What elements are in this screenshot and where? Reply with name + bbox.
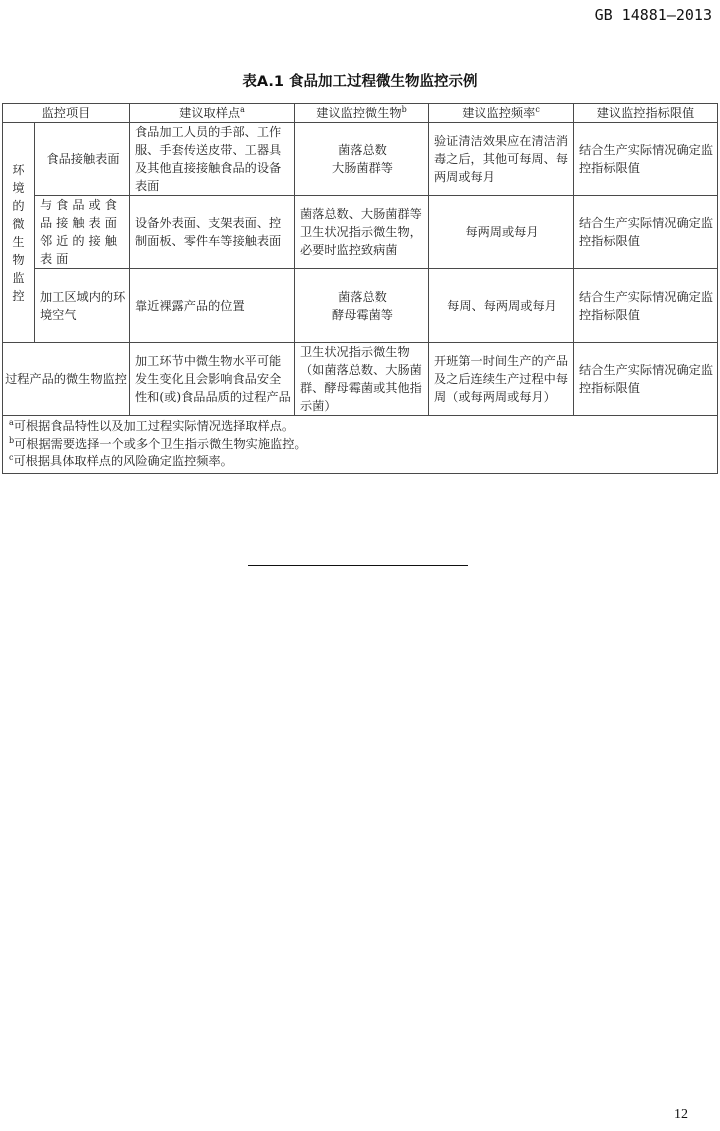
table-title: 表A.1 食品加工过程微生物监控示例	[242, 74, 478, 90]
monitoring-frequency: 验证清洁效果应在清洁消毒之后，其他可每周、每两周或每月	[429, 123, 574, 196]
indicator-limit: 结合生产实际情况确定监控指标限值	[574, 343, 718, 416]
footnote: $^b$可根据需要选择一个或多个卫生指示微生物实施监控。	[9, 435, 307, 451]
environment-group-label: 环 境 的 微 生 物 监 控	[3, 123, 35, 343]
indicator-limit: 结合生产实际情况确定监控指标限值	[574, 123, 718, 196]
monitoring-frequency: 每周、每两周或每月	[429, 269, 574, 343]
column-header: 建议监控指标限值	[574, 104, 718, 123]
footnote: $^c$可根据具体取样点的风险确定监控频率。	[9, 452, 233, 468]
sampling-point: 靠近裸露产品的位置	[130, 269, 295, 343]
page-number: 12	[674, 1107, 688, 1122]
indicator-limit: 结合生产实际情况确定监控指标限值	[574, 196, 718, 269]
monitoring-item: 与食品或食品接触表面邻近的接触表面	[35, 196, 130, 269]
suggested-microbes: 卫生状况指示微生物（如菌落总数、大肠菌群、酵母霉菌或其他指示菌）	[295, 343, 429, 416]
sampling-point: 设备外表面、支架表面、控制面板、零件车等接触表面	[130, 196, 295, 269]
table-header-row	[3, 104, 718, 123]
table-row	[3, 269, 718, 343]
suggested-microbes: 菌落总数、大肠菌群等卫生状况指示微生物，必要时监控致病菌	[295, 196, 429, 269]
suggested-microbes: 菌落总数 大肠菌群等	[295, 123, 429, 196]
suggested-microbes: 菌落总数 酵母霉菌等	[295, 269, 429, 343]
footnotes-row	[3, 416, 718, 474]
table-row	[3, 123, 718, 196]
indicator-limit: 结合生产实际情况确定监控指标限值	[574, 269, 718, 343]
monitoring-item: 食品接触表面	[35, 123, 130, 196]
column-header: 监控项目	[3, 104, 130, 123]
table-footnotes	[3, 416, 718, 474]
column-header: 建议监控频率$^c$	[429, 104, 574, 123]
microbial-monitoring-table	[2, 103, 718, 474]
end-of-standard-rule	[248, 565, 468, 566]
column-header: 建议监控微生物$^b$	[295, 104, 429, 123]
table-row	[3, 196, 718, 269]
monitoring-item: 过程产品的微生物监控	[3, 343, 130, 416]
sampling-point: 加工环节中微生物水平可能发生变化且会影响食品安全性和(或)食品品质的过程产品	[130, 343, 295, 416]
standard-number: GB 14881—2013	[594, 6, 712, 24]
table-row	[3, 343, 718, 416]
footnote: $^a$可根据食品特性以及加工过程实际情况选择取样点。	[9, 417, 295, 433]
monitoring-item: 加工区域内的环境空气	[35, 269, 130, 343]
monitoring-frequency: 开班第一时间生产的产品及之后连续生产过程中每周（或每两周或每月）	[429, 343, 574, 416]
monitoring-frequency: 每两周或每月	[429, 196, 574, 269]
column-header: 建议取样点$^a$	[130, 104, 295, 123]
sampling-point: 食品加工人员的手部、工作服、手套传送皮带、工器具及其他直接接触食品的设备表面	[130, 123, 295, 196]
